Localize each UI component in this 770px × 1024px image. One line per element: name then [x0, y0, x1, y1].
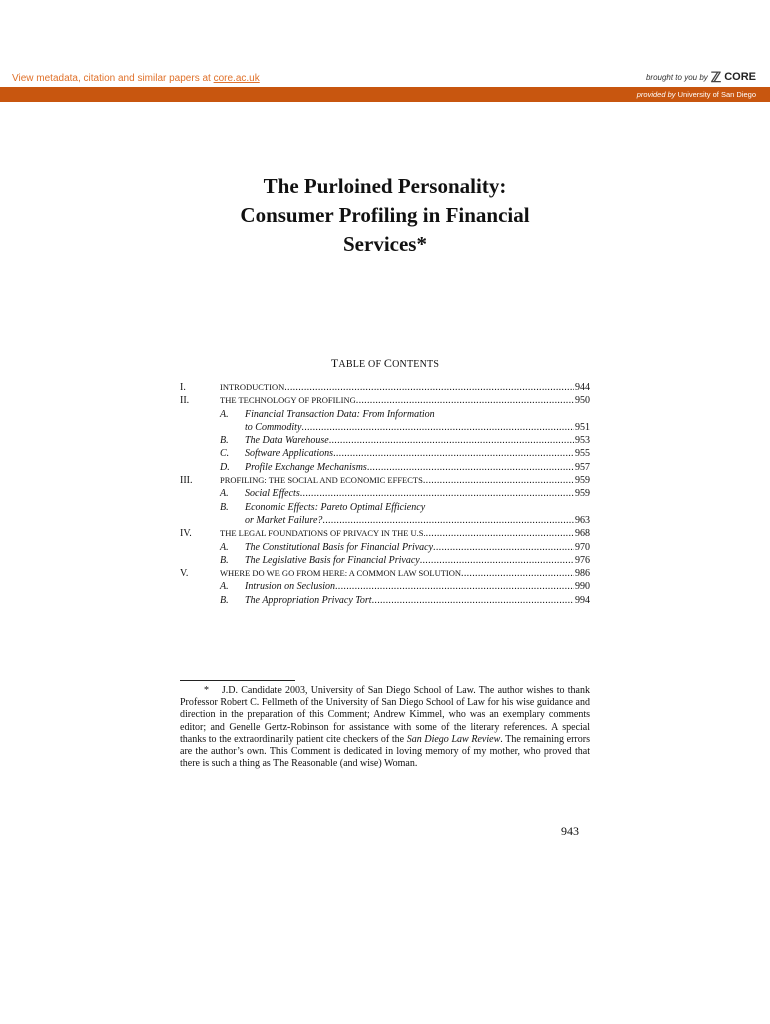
toc-row [180, 474, 590, 487]
toc-page-number: 944 [575, 382, 590, 393]
core-banner [0, 66, 770, 102]
toc-subsection-letter: B. [220, 501, 229, 513]
toc-row [180, 408, 590, 421]
toc-row [180, 554, 590, 567]
toc-entry [220, 408, 590, 421]
toc-page-number: 994 [575, 594, 590, 606]
toc-entry [220, 381, 590, 394]
toc-page-number: 957 [575, 461, 590, 473]
toc-entry-title: The Appropriation Privacy Tort [245, 594, 372, 606]
toc-row [180, 394, 590, 407]
toc-entry [220, 394, 590, 407]
toc-section-number: I. [180, 382, 186, 393]
toc-entry-title: or Market Failure? [245, 514, 323, 526]
toc-entry [220, 554, 590, 567]
toc-entry-title: WHERE DO WE GO FROM HERE: A COMMON LAW SOLUTION [220, 568, 462, 579]
title-line-3: Services* [343, 232, 427, 256]
toc-page-number: 959 [575, 488, 590, 500]
metadata-link-prefix: View metadata, citation and similar papers at [12, 73, 214, 84]
brought-by-label: brought to you by [645, 72, 708, 82]
toc-subsection-letter: A. [220, 541, 229, 553]
toc-row [180, 541, 590, 554]
metadata-link[interactable] [12, 73, 260, 84]
footnote-marker: * [204, 685, 209, 696]
toc-row [180, 594, 590, 607]
toc-leader-dots [322, 514, 574, 527]
core-logo-icon: ℤ [710, 69, 722, 85]
toc-heading [0, 356, 770, 371]
core-logo-text: CORE [724, 71, 756, 83]
toc-entry [220, 567, 590, 580]
toc-entry-title: The Constitutional Basis for Financial Privacy [245, 541, 434, 553]
page-number: 943 [561, 824, 579, 838]
toc-entry [220, 541, 590, 554]
toc-leader-dots [433, 541, 574, 554]
toc-entry-title: Economic Effects: Pareto Optimal Efficiency [245, 501, 426, 513]
toc-entry-title: The Legislative Basis for Financial Privacy [245, 554, 420, 566]
article-title [0, 172, 770, 259]
toc-entry [220, 527, 590, 540]
toc-heading-ontents: ONTENTS [392, 359, 440, 370]
toc-page-number: 976 [575, 554, 590, 566]
toc-leader-dots [329, 434, 574, 447]
toc-page-number: 963 [575, 514, 590, 526]
toc-row [180, 501, 590, 514]
toc-heading-t: T [330, 356, 339, 370]
footnote-divider [180, 680, 295, 681]
toc-entry [220, 580, 590, 593]
toc-row [180, 434, 590, 447]
toc-row [180, 421, 590, 434]
core-banner-provided-bar [0, 87, 770, 102]
toc-entry [220, 487, 590, 500]
toc-leader-dots [420, 554, 574, 567]
toc-page-number: 970 [575, 541, 590, 553]
core-ac-uk-link[interactable]: core.ac.uk [213, 73, 260, 84]
toc-page-number: 986 [575, 568, 590, 580]
toc-entry-title: PROFILING: THE SOCIAL AND ECONOMIC EFFECTS [220, 475, 423, 486]
toc-entry-title: Social Effects [245, 488, 300, 500]
toc-entry [220, 434, 590, 447]
toc-page-number: 990 [575, 581, 590, 593]
toc-section-number: II. [180, 395, 190, 407]
toc-leader-dots [423, 474, 574, 487]
toc-heading-c: C [383, 356, 393, 370]
toc-leader-dots [372, 594, 574, 607]
toc-subsection-letter: C. [220, 448, 230, 460]
title-line-1: The Purloined Personality: [263, 174, 507, 198]
toc-section-number: V. [180, 568, 189, 580]
provided-by-label: provided by [636, 90, 676, 99]
toc-leader-dots [461, 567, 574, 580]
toc-row [180, 580, 590, 593]
toc-entry [220, 461, 590, 474]
toc-entry-title: Profile Exchange Mechanisms [245, 461, 367, 473]
core-brand[interactable] [646, 71, 756, 83]
toc-entry-title: The Data Warehouse [245, 435, 329, 447]
toc-leader-dots [356, 394, 574, 407]
footnote-text-1: J.D. Candidate 2003, University of San Diego School of Law. The author wishes to thank Professor Robert C. Fellmeth of the University of San Diego School of Law for his wise guidance and direction in the preparation of this Comment; Andrew Kimmel, who was an exemplary comments editor; and Genelle Gertz-Robinson for assistance with some of the literary references. A special thanks to the extraordinarily patient cite checkers of the [180, 685, 590, 745]
toc-entry-title: THE LEGAL FOUNDATIONS OF PRIVACY IN THE U.S. [220, 528, 426, 539]
toc-subsection-letter: A. [220, 408, 229, 420]
toc-page-number: 951 [575, 421, 590, 433]
toc-row [180, 487, 590, 500]
toc-subsection-letter: B. [220, 554, 229, 566]
toc-row [180, 381, 590, 394]
toc-section-number: IV. [180, 528, 192, 540]
toc-entry-title: to Commodity [245, 421, 302, 433]
toc-section-number: III. [180, 475, 193, 487]
toc-page-number: 955 [575, 448, 590, 460]
toc-entry [220, 594, 590, 607]
title-line-2: Consumer Profiling in Financial [240, 203, 530, 227]
toc-leader-dots [284, 381, 574, 394]
toc-page-number: 953 [575, 435, 590, 447]
toc-subsection-letter: A. [220, 581, 229, 593]
toc-entry-continuation [245, 514, 590, 527]
toc-entry [220, 447, 590, 460]
toc-subsection-letter: A. [220, 488, 229, 500]
toc-leader-dots [333, 447, 574, 460]
toc-row [180, 527, 590, 540]
toc-entry [220, 501, 590, 514]
toc-subsection-letter: B. [220, 435, 229, 447]
footnote-journal: San Diego Law Review [406, 733, 501, 745]
toc-row [180, 461, 590, 474]
table-of-contents [180, 381, 590, 607]
toc-row [180, 567, 590, 580]
toc-row [180, 514, 590, 527]
toc-subsection-letter: D. [220, 461, 230, 473]
toc-subsection-letter: B. [220, 594, 229, 606]
provided-by[interactable] [637, 90, 756, 99]
toc-leader-dots [301, 421, 574, 434]
toc-entry-title: Software Applications [245, 448, 334, 460]
footnote [180, 685, 590, 770]
toc-leader-dots [335, 580, 574, 593]
toc-page-number: 959 [575, 475, 590, 487]
toc-leader-dots [426, 527, 574, 540]
toc-entry-title: INTRODUCTION [220, 382, 285, 392]
toc-row [180, 447, 590, 460]
toc-leader-dots [367, 461, 574, 474]
toc-entry-title: Intrusion on Seclusion [245, 581, 335, 593]
footnote-text-2: . The remaining errors are the author’s own. This Comment is dedicated in loving memory of my mother, who proved that there is such a thing as The Reasonable (and wise) Woman. [180, 733, 590, 770]
toc-page-number: 950 [575, 395, 590, 407]
toc-page-number: 968 [575, 528, 590, 540]
toc-entry-continuation [245, 421, 590, 434]
core-banner-top [0, 66, 770, 87]
toc-heading-able-of: ABLE OF [338, 359, 384, 370]
toc-entry [220, 474, 590, 487]
provided-by-institution: University of San Diego [677, 90, 756, 99]
toc-entry-title: THE TECHNOLOGY OF PROFILING [220, 395, 356, 406]
toc-leader-dots [300, 487, 574, 500]
toc-entry-title: Financial Transaction Data: From Information [245, 408, 435, 420]
